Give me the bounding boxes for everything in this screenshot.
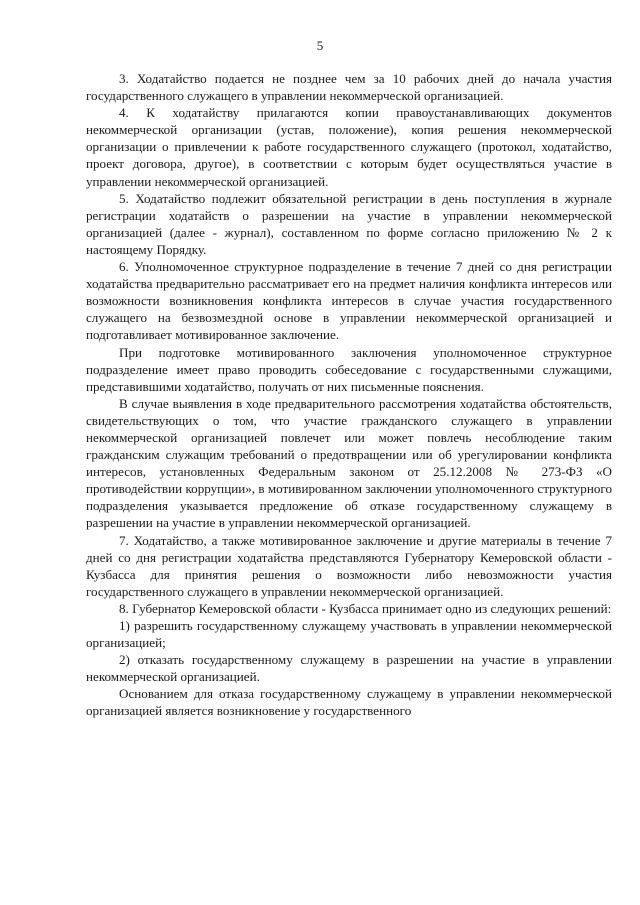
- document-body: [86, 70, 612, 720]
- page-number: 5: [316, 38, 324, 53]
- decision-option-2: 2) отказать государственному служащему в разрешении на участие в управлении некоммерческой организацией.: [86, 652, 612, 685]
- paragraph-3: 3. Ходатайство подается не позднее чем за 10 рабочих дней до начала участия государственного служащего в управлении некоммерческой организацией.: [86, 71, 612, 104]
- paragraph-5: 5. Ходатайство подлежит обязательной регистрации в день поступления в журнале регистрации ходатайств о разрешении на участие в управлении некоммерческой организацией (далее - журнал), составленном по форме согласно приложению № 2 к настоящему Порядку.: [86, 190, 612, 257]
- paragraph-6: 6. Уполномоченное структурное подразделение в течение 7 дней со дня регистрации ходатайства предварительно рассматривает его на предмет наличия конфликта интересов или возможности возникновения конфликта интересов в случае участия государственного служащего на безвозмездной основе в управлении некоммерческой организацией и подготавливает мотивированное заключение.: [86, 259, 612, 343]
- paragraph-7: 7. Ходатайство, а также мотивированное заключение и другие материалы в течение 7 дней со дня регистрации ходатайства представляются Губернатору Кемеровской области - Кузбасса для принятия решения о возможности либо невозможности участия государственного служащего в управлении некоммерческой организацией.: [86, 532, 612, 599]
- paragraph-6-interview: При подготовке мотивированного заключения уполномоченное структурное подразделение имеет право проводить собеседование с государственными служащими, представившими ходатайство, получать от них письменные пояснения.: [86, 344, 612, 394]
- decision-option-1: 1) разрешить государственному служащему участвовать в управлении некоммерческой организацией;: [86, 618, 612, 651]
- paragraph-6-conflict: В случае выявления в ходе предварительного рассмотрения ходатайства обстоятельств, свидетельствующих о том, что участие гражданского служащего в управлении некоммерческой организацией повлечет или может повлечь несоблюдение таким гражданским служащим требований о предотвращении или об урегулировании конфликта интересов, установленных Федеральным законом от 25.12.2008 № 273-ФЗ «О противодействии коррупции», в мотивированном заключении уполномоченного структурного подразделения указывается предложение об отказе государственному служащему в разрешении на участие в управлении некоммерческой организацией.: [86, 395, 612, 531]
- paragraph-refusal-grounds: Основанием для отказа государственному служащему в управлении некоммерческой организацией является возникновение у государственного: [86, 686, 612, 719]
- paragraph-8: 8. Губернатор Кемеровской области - Кузбасса принимает одно из следующих решений:: [119, 600, 612, 616]
- paragraph-4: 4. К ходатайству прилагаются копии правоустанавливающих документов некоммерческой организации (устав, положение), копия решения некоммерческой организации о привлечении к работе государственного служащего (протокол, ходатайство, проект договора, другое), в соответствии с которым будет осуществляться участие в управлении некоммерческой организацией.: [86, 105, 612, 189]
